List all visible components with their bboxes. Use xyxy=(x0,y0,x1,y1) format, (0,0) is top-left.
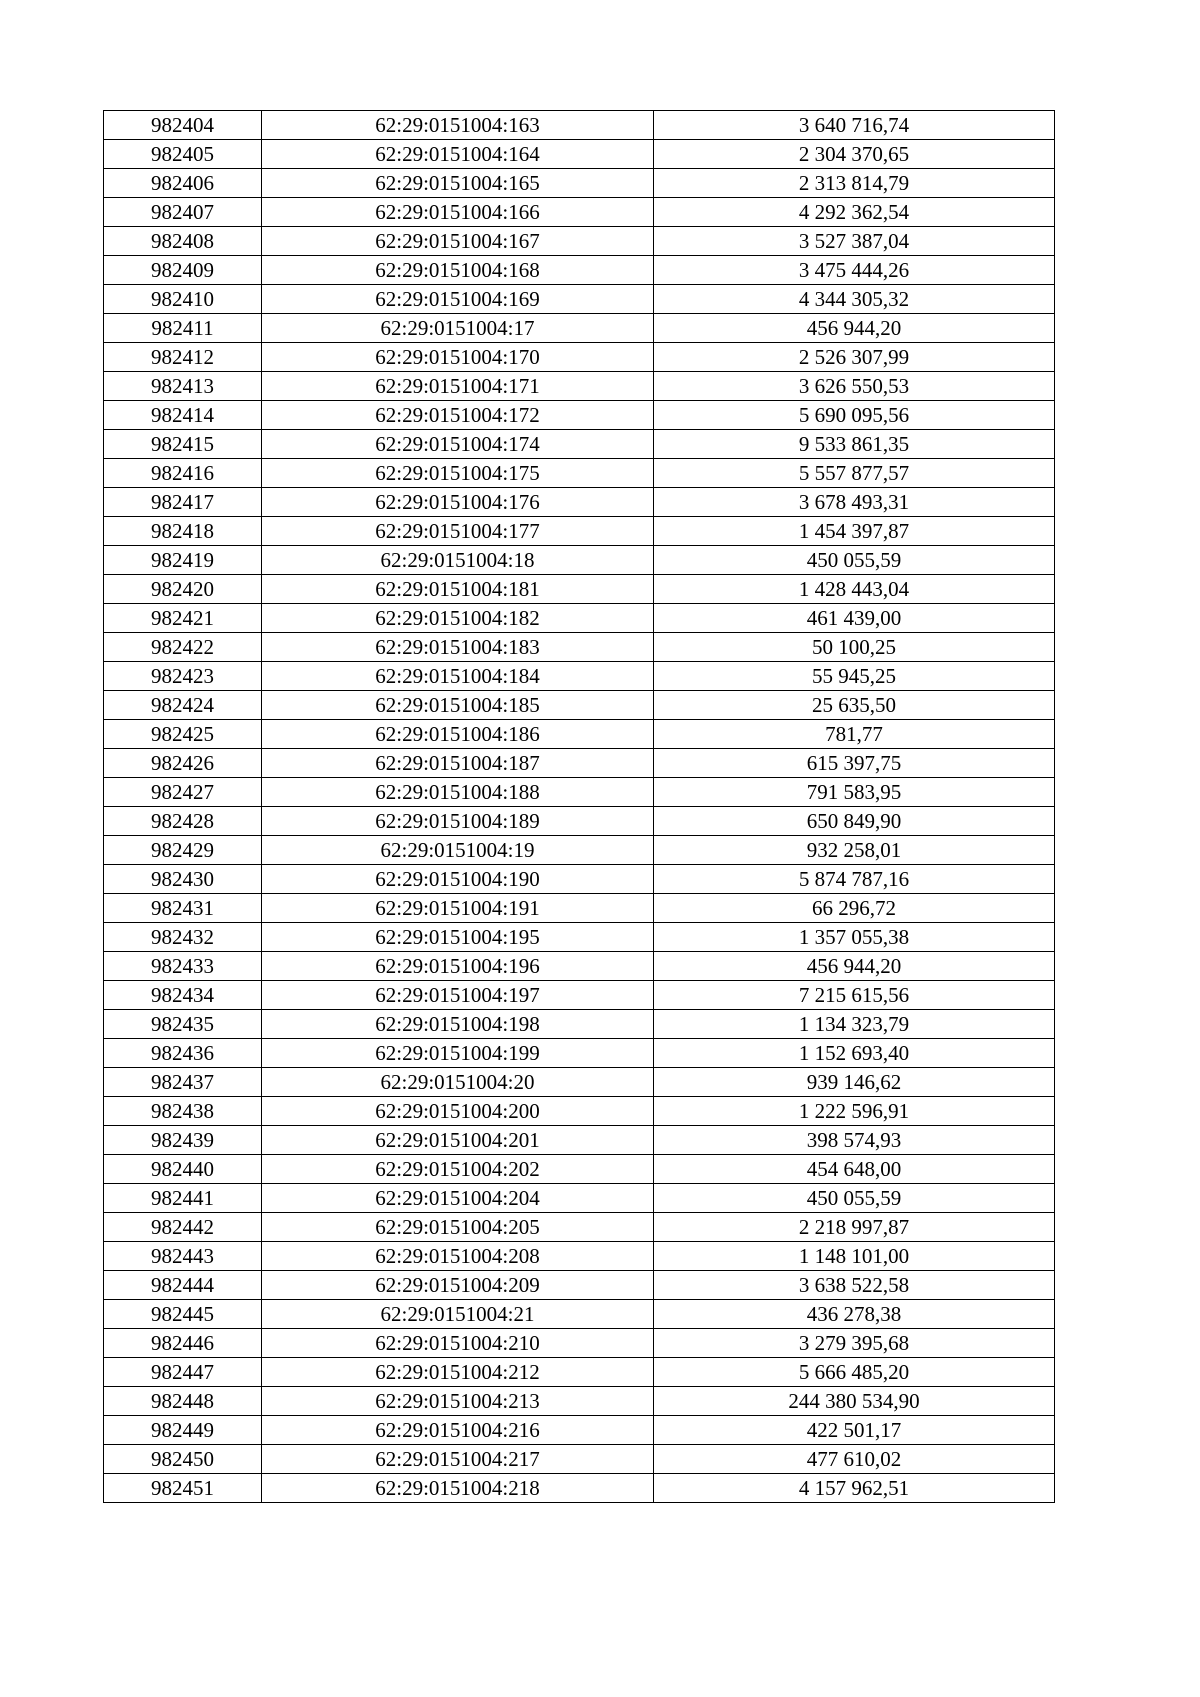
row-number-cell: 982437 xyxy=(104,1068,262,1097)
cadastral-number-cell: 62:29:0151004:212 xyxy=(262,1358,654,1387)
table-row xyxy=(104,1097,1055,1126)
row-number-cell: 982451 xyxy=(104,1474,262,1503)
row-number-cell: 982435 xyxy=(104,1010,262,1039)
table-row xyxy=(104,1416,1055,1445)
table-row xyxy=(104,1213,1055,1242)
row-number-cell: 982417 xyxy=(104,488,262,517)
table-row xyxy=(104,198,1055,227)
cadastral-number-cell: 62:29:0151004:216 xyxy=(262,1416,654,1445)
cadastral-number-cell: 62:29:0151004:183 xyxy=(262,633,654,662)
cadastral-value-cell: 1 357 055,38 xyxy=(654,923,1055,952)
table-row xyxy=(104,1010,1055,1039)
row-number-cell: 982422 xyxy=(104,633,262,662)
cadastral-value-cell: 615 397,75 xyxy=(654,749,1055,778)
table-row xyxy=(104,894,1055,923)
cadastral-number-cell: 62:29:0151004:198 xyxy=(262,1010,654,1039)
table-row xyxy=(104,836,1055,865)
cadastral-value-cell: 398 574,93 xyxy=(654,1126,1055,1155)
table-row xyxy=(104,401,1055,430)
cadastral-value-cell: 66 296,72 xyxy=(654,894,1055,923)
cadastral-value-cell: 3 638 522,58 xyxy=(654,1271,1055,1300)
row-number-cell: 982407 xyxy=(104,198,262,227)
row-number-cell: 982428 xyxy=(104,807,262,836)
cadastral-value-cell: 5 690 095,56 xyxy=(654,401,1055,430)
row-number-cell: 982412 xyxy=(104,343,262,372)
cadastral-number-cell: 62:29:0151004:187 xyxy=(262,749,654,778)
cadastral-value-cell: 1 454 397,87 xyxy=(654,517,1055,546)
cadastral-value-cell: 1 428 443,04 xyxy=(654,575,1055,604)
row-number-cell: 982447 xyxy=(104,1358,262,1387)
table-row xyxy=(104,1271,1055,1300)
table-row xyxy=(104,952,1055,981)
cadastral-value-cell: 422 501,17 xyxy=(654,1416,1055,1445)
cadastral-number-cell: 62:29:0151004:166 xyxy=(262,198,654,227)
table-row xyxy=(104,459,1055,488)
cadastral-number-cell: 62:29:0151004:17 xyxy=(262,314,654,343)
row-number-cell: 982404 xyxy=(104,111,262,140)
cadastral-number-cell: 62:29:0151004:213 xyxy=(262,1387,654,1416)
cadastral-value-cell: 456 944,20 xyxy=(654,314,1055,343)
cadastral-number-cell: 62:29:0151004:218 xyxy=(262,1474,654,1503)
cadastral-value-cell: 1 148 101,00 xyxy=(654,1242,1055,1271)
row-number-cell: 982442 xyxy=(104,1213,262,1242)
cadastral-number-cell: 62:29:0151004:181 xyxy=(262,575,654,604)
cadastral-value-cell: 2 304 370,65 xyxy=(654,140,1055,169)
cadastral-number-cell: 62:29:0151004:217 xyxy=(262,1445,654,1474)
table-row xyxy=(104,372,1055,401)
cadastral-number-cell: 62:29:0151004:205 xyxy=(262,1213,654,1242)
cadastral-value-cell: 436 278,38 xyxy=(654,1300,1055,1329)
table-row xyxy=(104,430,1055,459)
cadastral-number-cell: 62:29:0151004:18 xyxy=(262,546,654,575)
row-number-cell: 982432 xyxy=(104,923,262,952)
row-number-cell: 982434 xyxy=(104,981,262,1010)
row-number-cell: 982420 xyxy=(104,575,262,604)
row-number-cell: 982429 xyxy=(104,836,262,865)
cadastral-number-cell: 62:29:0151004:202 xyxy=(262,1155,654,1184)
cadastral-number-cell: 62:29:0151004:167 xyxy=(262,227,654,256)
cadastral-number-cell: 62:29:0151004:182 xyxy=(262,604,654,633)
table-row xyxy=(104,720,1055,749)
cadastral-value-cell: 5 666 485,20 xyxy=(654,1358,1055,1387)
cadastral-number-cell: 62:29:0151004:175 xyxy=(262,459,654,488)
cadastral-number-cell: 62:29:0151004:196 xyxy=(262,952,654,981)
table-row xyxy=(104,227,1055,256)
table-row xyxy=(104,256,1055,285)
cadastral-number-cell: 62:29:0151004:191 xyxy=(262,894,654,923)
cadastral-value-cell: 5 557 877,57 xyxy=(654,459,1055,488)
cadastral-number-cell: 62:29:0151004:201 xyxy=(262,1126,654,1155)
cadastral-number-cell: 62:29:0151004:195 xyxy=(262,923,654,952)
table-row xyxy=(104,1039,1055,1068)
cadastral-number-cell: 62:29:0151004:20 xyxy=(262,1068,654,1097)
row-number-cell: 982440 xyxy=(104,1155,262,1184)
cadastral-number-cell: 62:29:0151004:164 xyxy=(262,140,654,169)
row-number-cell: 982446 xyxy=(104,1329,262,1358)
table-row xyxy=(104,343,1055,372)
table-row xyxy=(104,691,1055,720)
cadastral-value-cell: 2 526 307,99 xyxy=(654,343,1055,372)
table-row xyxy=(104,1329,1055,1358)
row-number-cell: 982430 xyxy=(104,865,262,894)
cadastral-value-cell: 456 944,20 xyxy=(654,952,1055,981)
cadastral-number-cell: 62:29:0151004:170 xyxy=(262,343,654,372)
row-number-cell: 982424 xyxy=(104,691,262,720)
row-number-cell: 982413 xyxy=(104,372,262,401)
cadastral-number-cell: 62:29:0151004:209 xyxy=(262,1271,654,1300)
cadastral-value-cell: 450 055,59 xyxy=(654,546,1055,575)
cadastral-value-cell: 450 055,59 xyxy=(654,1184,1055,1213)
cadastral-value-cell: 4 157 962,51 xyxy=(654,1474,1055,1503)
table-row xyxy=(104,140,1055,169)
row-number-cell: 982411 xyxy=(104,314,262,343)
cadastral-value-cell: 25 635,50 xyxy=(654,691,1055,720)
row-number-cell: 982419 xyxy=(104,546,262,575)
row-number-cell: 982444 xyxy=(104,1271,262,1300)
table-row xyxy=(104,604,1055,633)
cadastral-number-cell: 62:29:0151004:197 xyxy=(262,981,654,1010)
cadastral-value-cell: 2 218 997,87 xyxy=(654,1213,1055,1242)
cadastral-number-cell: 62:29:0151004:190 xyxy=(262,865,654,894)
cadastral-value-cell: 791 583,95 xyxy=(654,778,1055,807)
cadastral-number-cell: 62:29:0151004:186 xyxy=(262,720,654,749)
cadastral-value-cell: 454 648,00 xyxy=(654,1155,1055,1184)
row-number-cell: 982426 xyxy=(104,749,262,778)
row-number-cell: 982410 xyxy=(104,285,262,314)
cadastral-number-cell: 62:29:0151004:19 xyxy=(262,836,654,865)
cadastral-number-cell: 62:29:0151004:177 xyxy=(262,517,654,546)
cadastral-value-cell: 650 849,90 xyxy=(654,807,1055,836)
cadastral-number-cell: 62:29:0151004:163 xyxy=(262,111,654,140)
cadastral-number-cell: 62:29:0151004:185 xyxy=(262,691,654,720)
table-row xyxy=(104,517,1055,546)
cadastral-value-cell: 461 439,00 xyxy=(654,604,1055,633)
table-row xyxy=(104,111,1055,140)
cadastral-value-cell: 3 678 493,31 xyxy=(654,488,1055,517)
cadastral-number-cell: 62:29:0151004:208 xyxy=(262,1242,654,1271)
cadastral-number-cell: 62:29:0151004:172 xyxy=(262,401,654,430)
cadastral-value-cell: 5 874 787,16 xyxy=(654,865,1055,894)
row-number-cell: 982433 xyxy=(104,952,262,981)
cadastral-value-cell: 1 222 596,91 xyxy=(654,1097,1055,1126)
cadastral-value-cell: 55 945,25 xyxy=(654,662,1055,691)
table-row xyxy=(104,1387,1055,1416)
row-number-cell: 982449 xyxy=(104,1416,262,1445)
row-number-cell: 982405 xyxy=(104,140,262,169)
cadastral-value-table xyxy=(103,110,1055,1503)
row-number-cell: 982439 xyxy=(104,1126,262,1155)
row-number-cell: 982443 xyxy=(104,1242,262,1271)
cadastral-value-cell: 1 134 323,79 xyxy=(654,1010,1055,1039)
cadastral-number-cell: 62:29:0151004:189 xyxy=(262,807,654,836)
table-row xyxy=(104,1358,1055,1387)
row-number-cell: 982427 xyxy=(104,778,262,807)
table-row xyxy=(104,285,1055,314)
table-row xyxy=(104,633,1055,662)
cadastral-number-cell: 62:29:0151004:200 xyxy=(262,1097,654,1126)
table-row xyxy=(104,1300,1055,1329)
cadastral-value-cell: 244 380 534,90 xyxy=(654,1387,1055,1416)
table-row xyxy=(104,1474,1055,1503)
table-row xyxy=(104,169,1055,198)
table-row xyxy=(104,1184,1055,1213)
table-row xyxy=(104,749,1055,778)
row-number-cell: 982406 xyxy=(104,169,262,198)
table-row xyxy=(104,314,1055,343)
cadastral-value-cell: 1 152 693,40 xyxy=(654,1039,1055,1068)
row-number-cell: 982438 xyxy=(104,1097,262,1126)
row-number-cell: 982441 xyxy=(104,1184,262,1213)
cadastral-value-cell: 4 292 362,54 xyxy=(654,198,1055,227)
cadastral-value-cell: 4 344 305,32 xyxy=(654,285,1055,314)
cadastral-value-cell: 932 258,01 xyxy=(654,836,1055,865)
row-number-cell: 982414 xyxy=(104,401,262,430)
cadastral-value-cell: 3 640 716,74 xyxy=(654,111,1055,140)
table-row xyxy=(104,1126,1055,1155)
row-number-cell: 982408 xyxy=(104,227,262,256)
cadastral-number-cell: 62:29:0151004:210 xyxy=(262,1329,654,1358)
table-row xyxy=(104,488,1055,517)
cadastral-number-cell: 62:29:0151004:171 xyxy=(262,372,654,401)
cadastral-value-cell: 2 313 814,79 xyxy=(654,169,1055,198)
row-number-cell: 982423 xyxy=(104,662,262,691)
table-row xyxy=(104,981,1055,1010)
row-number-cell: 982415 xyxy=(104,430,262,459)
table-row xyxy=(104,923,1055,952)
row-number-cell: 982425 xyxy=(104,720,262,749)
cadastral-value-cell: 9 533 861,35 xyxy=(654,430,1055,459)
cadastral-number-cell: 62:29:0151004:184 xyxy=(262,662,654,691)
row-number-cell: 982421 xyxy=(104,604,262,633)
cadastral-value-cell: 3 527 387,04 xyxy=(654,227,1055,256)
cadastral-value-cell: 939 146,62 xyxy=(654,1068,1055,1097)
table-row xyxy=(104,575,1055,604)
table-row xyxy=(104,1242,1055,1271)
cadastral-value-cell: 3 279 395,68 xyxy=(654,1329,1055,1358)
row-number-cell: 982445 xyxy=(104,1300,262,1329)
table-body xyxy=(104,111,1055,1503)
row-number-cell: 982450 xyxy=(104,1445,262,1474)
row-number-cell: 982416 xyxy=(104,459,262,488)
cadastral-value-cell: 7 215 615,56 xyxy=(654,981,1055,1010)
cadastral-value-cell: 477 610,02 xyxy=(654,1445,1055,1474)
table-row xyxy=(104,1068,1055,1097)
cadastral-number-cell: 62:29:0151004:165 xyxy=(262,169,654,198)
row-number-cell: 982448 xyxy=(104,1387,262,1416)
row-number-cell: 982436 xyxy=(104,1039,262,1068)
cadastral-value-cell: 3 475 444,26 xyxy=(654,256,1055,285)
row-number-cell: 982418 xyxy=(104,517,262,546)
cadastral-number-cell: 62:29:0151004:176 xyxy=(262,488,654,517)
table-row xyxy=(104,778,1055,807)
cadastral-number-cell: 62:29:0151004:169 xyxy=(262,285,654,314)
cadastral-number-cell: 62:29:0151004:168 xyxy=(262,256,654,285)
row-number-cell: 982409 xyxy=(104,256,262,285)
table-row xyxy=(104,1445,1055,1474)
cadastral-number-cell: 62:29:0151004:188 xyxy=(262,778,654,807)
cadastral-value-cell: 50 100,25 xyxy=(654,633,1055,662)
cadastral-number-cell: 62:29:0151004:204 xyxy=(262,1184,654,1213)
cadastral-number-cell: 62:29:0151004:199 xyxy=(262,1039,654,1068)
table-row xyxy=(104,662,1055,691)
cadastral-number-cell: 62:29:0151004:21 xyxy=(262,1300,654,1329)
cadastral-number-cell: 62:29:0151004:174 xyxy=(262,430,654,459)
table-row xyxy=(104,865,1055,894)
table-row xyxy=(104,807,1055,836)
table-row xyxy=(104,546,1055,575)
cadastral-value-cell: 3 626 550,53 xyxy=(654,372,1055,401)
row-number-cell: 982431 xyxy=(104,894,262,923)
table-row xyxy=(104,1155,1055,1184)
cadastral-value-cell: 781,77 xyxy=(654,720,1055,749)
